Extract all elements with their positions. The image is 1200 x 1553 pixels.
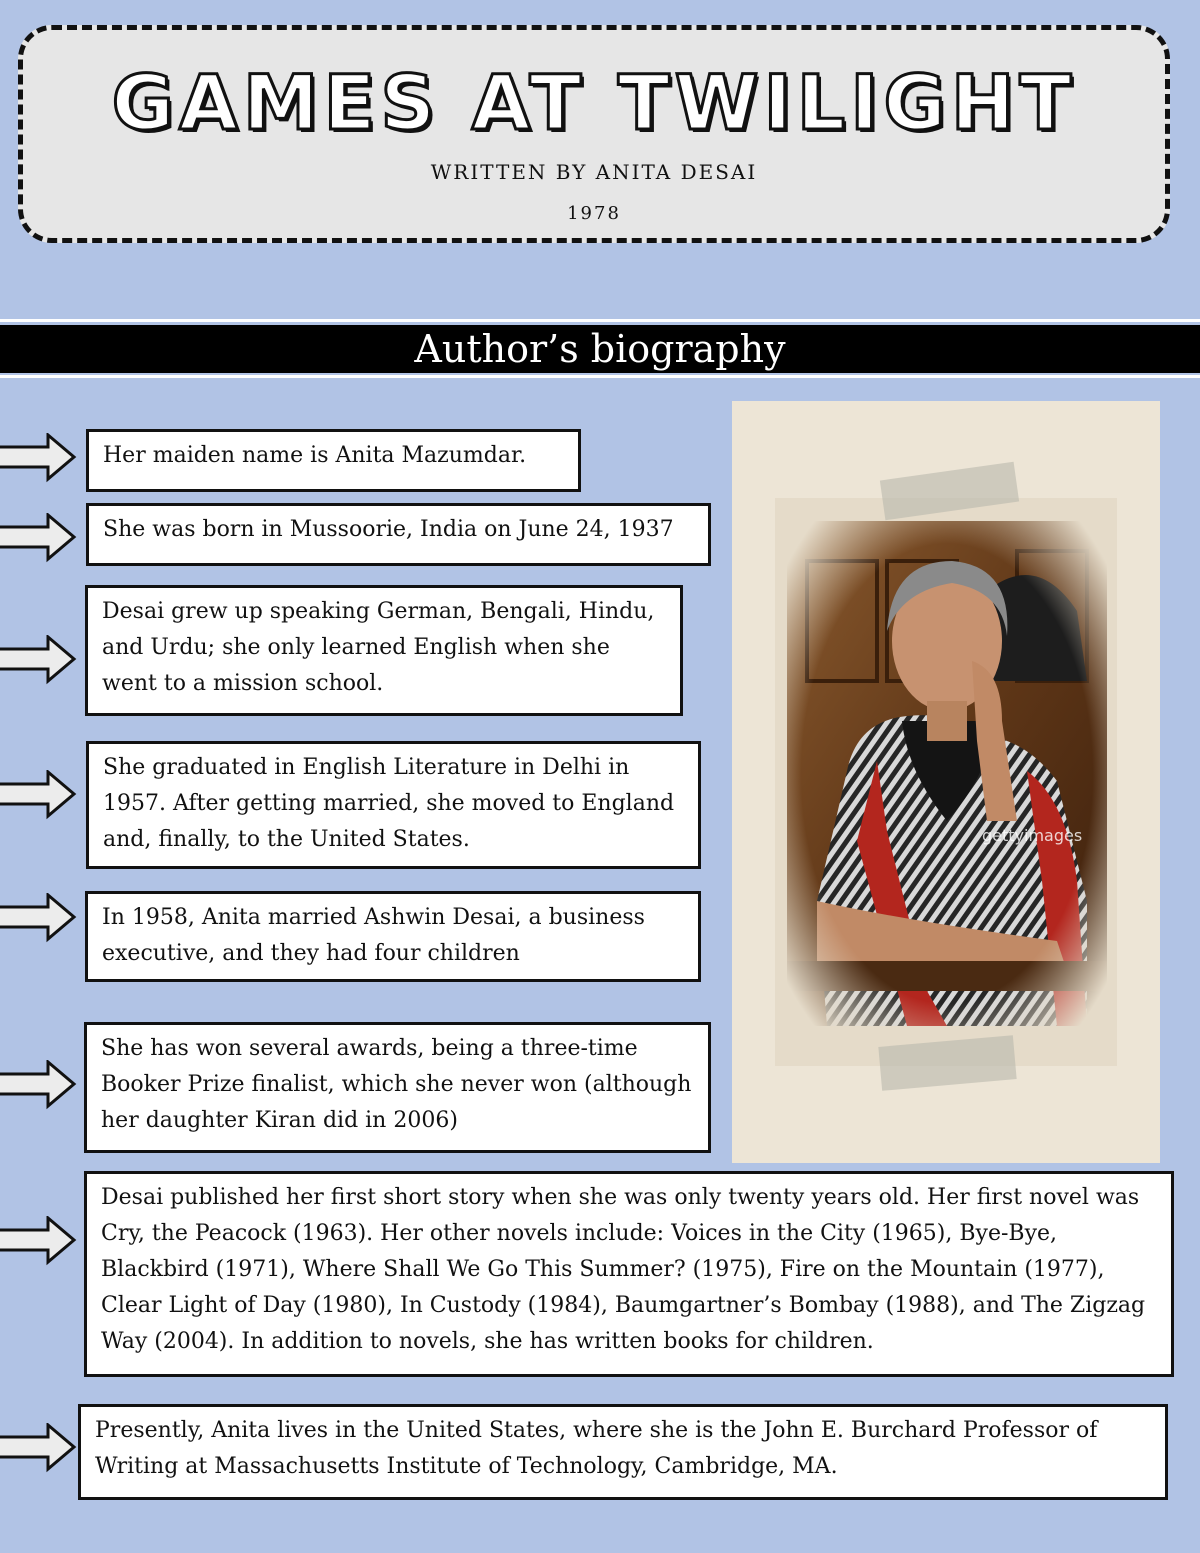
author-photo-frame bbox=[732, 401, 1160, 1163]
banner-bottom-rule bbox=[0, 375, 1200, 378]
fact-box-maiden-name bbox=[86, 429, 581, 492]
arrow-icon bbox=[0, 770, 80, 820]
arrow-icon bbox=[0, 635, 80, 685]
fact-box-present bbox=[78, 1404, 1168, 1500]
fact-text: She has won several awards, being a three-time Booker Prize finalist, which she never won (although her daughter Kiran did in 2006) bbox=[101, 1036, 692, 1133]
fact-box-publications bbox=[84, 1171, 1174, 1377]
fact-box-birth bbox=[86, 503, 711, 566]
fact-text: Her maiden name is Anita Mazumdar. bbox=[103, 443, 527, 468]
title-header-box bbox=[18, 25, 1170, 243]
fact-box-awards bbox=[84, 1022, 711, 1153]
section-title: Author’s biography bbox=[414, 327, 786, 371]
fact-box-education bbox=[86, 741, 701, 869]
arrow-icon bbox=[0, 433, 80, 483]
author-byline: WRITTEN BY ANITA DESAI bbox=[430, 160, 758, 184]
page-title: GAMES AT TWILIGHT bbox=[111, 58, 1077, 147]
banner-top-rule bbox=[0, 319, 1200, 322]
fact-text: Desai published her first short story when she was only twenty years old. Her first novel was Cry, the Peacock (1963). Her other novels include: Voices in the City (1965), Bye-Bye, Blackbird (1971), Where Shall We Go This Summer? (1975), Fire on the Mountain (1977), Clear Light of Day (1980), In Custody (1984), Baumgartner’s Bombay (1988), and The Zigzag Way (2004). In addition to novels, she has written books for children. bbox=[101, 1185, 1146, 1354]
arrow-icon bbox=[0, 1216, 80, 1266]
fact-text: In 1958, Anita married Ashwin Desai, a business executive, and they had four children bbox=[102, 905, 645, 966]
author-photo bbox=[787, 521, 1107, 1026]
fact-box-languages bbox=[85, 585, 683, 716]
publication-year: 1978 bbox=[567, 203, 621, 224]
section-banner bbox=[0, 325, 1200, 373]
fact-text: She graduated in English Literature in Delhi in 1957. After getting married, she moved to England and, finally, to the United States. bbox=[103, 755, 675, 852]
arrow-icon bbox=[0, 1423, 80, 1473]
fact-text: Desai grew up speaking German, Bengali, Hindu, and Urdu; she only learned English when she went to a mission school. bbox=[102, 599, 655, 696]
arrow-icon bbox=[0, 1060, 80, 1110]
fact-box-marriage bbox=[85, 891, 701, 982]
fact-text: Presently, Anita lives in the United States, where she is the John E. Burchard Professor of Writing at Massachusetts Institute of Technology, Cambridge, MA. bbox=[95, 1418, 1098, 1479]
arrow-icon bbox=[0, 513, 80, 563]
arrow-icon bbox=[0, 893, 80, 943]
fact-text: She was born in Mussoorie, India on June 24, 1937 bbox=[103, 517, 674, 542]
